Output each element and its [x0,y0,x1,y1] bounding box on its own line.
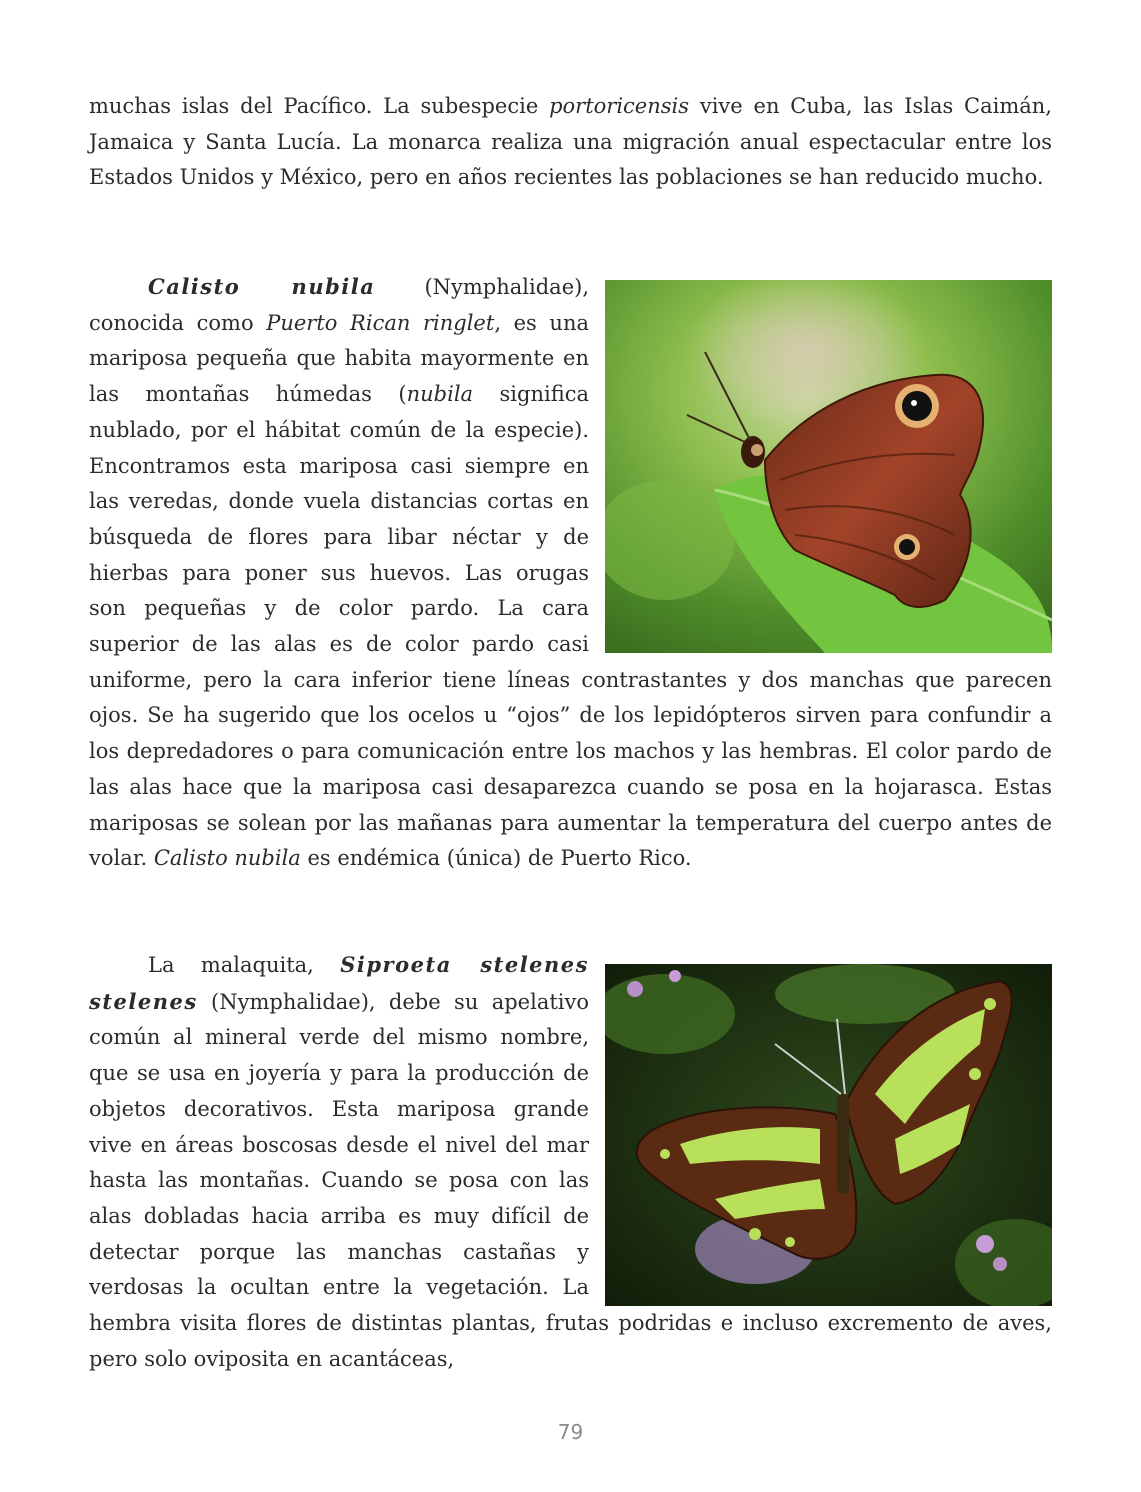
photo-calisto-nubila [605,280,1052,653]
paragraph-text: significa nublado, por el hábitat común de la especie). Encontramos esta mariposa casi siempre en las veredas, donde vuela distancias cortas en búsqueda de flores para libar néctar y de hierbas para poner sus huevos. Las orugas son pequeñas y de color pardo. La cara superior de las alas es de color pardo casi uniforme, pero la cara inferior tiene líneas contrastantes y dos manchas que parecen ojos. Se ha sugerido que los ocelos u “ojos” de los lepidópteros sirven para confundir a los depredadores o para comunicación entre los machos y las hembras. El color pardo de las alas hace que la mariposa casi desaparezca cuando se posa en la hojarasca. Estas mariposas se solean por las mañanas para aumentar la temperatura del cuerpo antes de volar. [89,382,1052,871]
paragraph-text: es endémica (única) de Puerto Rico. [300,846,692,871]
paragraph-text: muchas islas del Pacífico. La subespecie [89,94,550,118]
species-name: Siproeta stelenes stelenes [89,952,589,1014]
page-number: 79 [557,1420,584,1444]
paragraph-text: , es una mariposa pequeña que habita mayormente en las montañas húmedas ( [89,310,589,407]
italic-term: Puerto Rican ringlet [266,310,495,335]
italic-term: nubila [406,382,474,407]
paragraph-text: (Nymphalidae), conocida como [89,275,589,335]
paragraph-calisto-nubila [89,269,1052,877]
butterfly-photo-brown [605,280,1052,653]
paragraph-siproeta-stelenes [89,947,1052,1377]
paragraph-text: (Nymphalidae), debe su apelativo común al mineral verde del mismo nombre, que se usa en joyería y para la producción de objetos decorativos. Esta mariposa grande vive en áreas boscosas desde el nivel del mar hasta las montañas. Cuando se posa con las alas dobladas hacia arriba es muy difícil de detectar porque las manchas castañas y verdosas la ocultan entre la vegetación. La hembra visita flores de distintas plantas, frutas podridas e incluso excremento de aves, pero solo oviposita en acantáceas, [89,989,1052,1371]
species-name: Calisto nubila [148,274,376,299]
italic-term: Calisto nubila [153,846,301,871]
paragraph-text: La malaquita, [148,953,341,977]
photo-siproeta-stelenes [605,964,1052,1306]
butterfly-photo-malachite [605,964,1052,1306]
paragraph-monarca [89,89,1052,196]
paragraph-text: vive en Cuba, las Islas Caimán, Jamaica y Santa Lucía. La monarca realiza una migración anual espectacular entre los Estados Unidos y México, pero en años recientes las poblaciones se han reducido mucho. [89,94,1052,190]
italic-term: portoricensis [549,94,690,118]
